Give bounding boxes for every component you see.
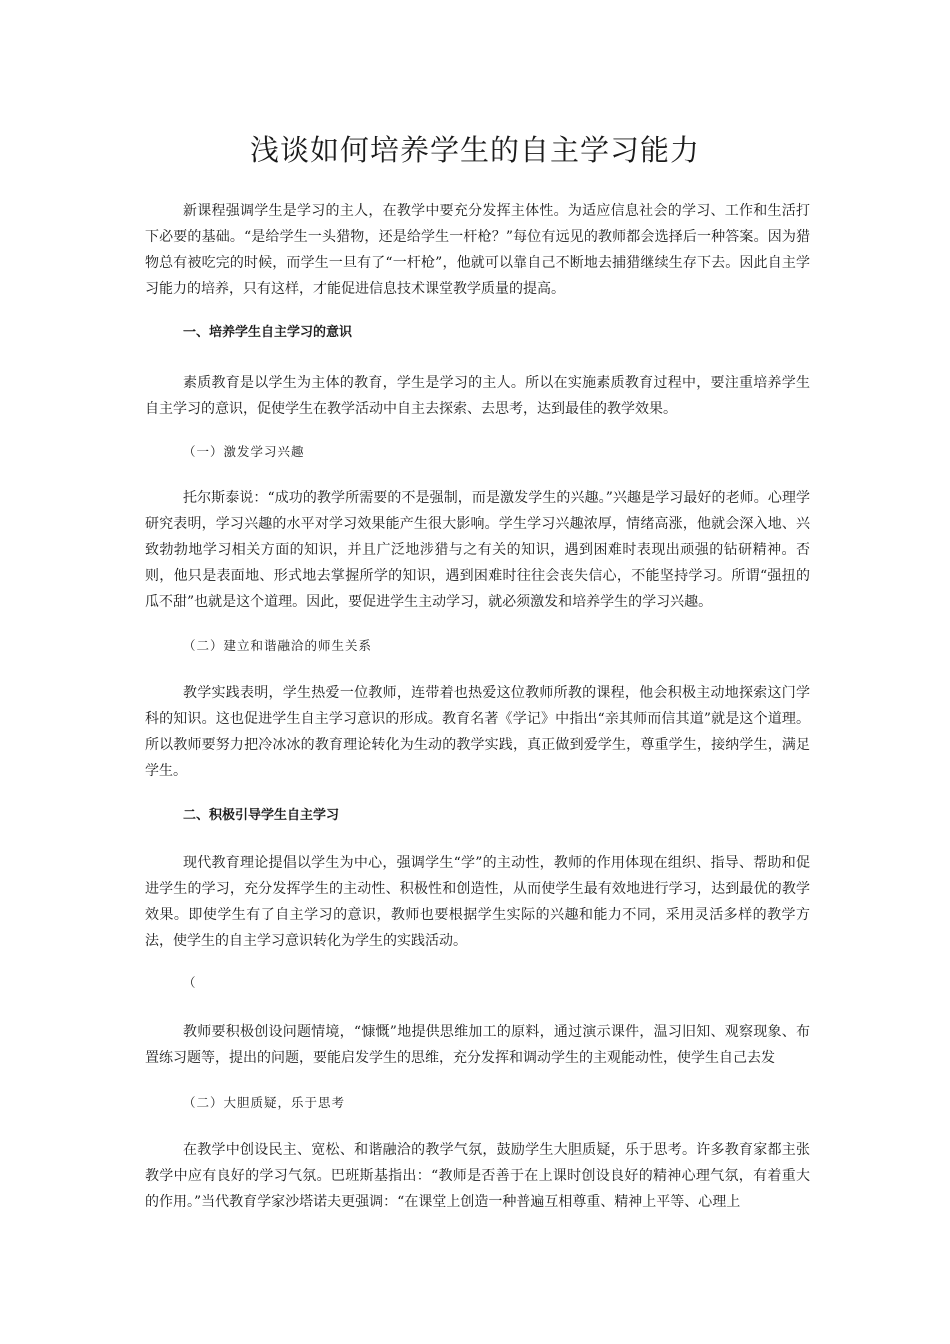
section-1-sub-1-heading: （一）激发学习兴趣 — [183, 444, 305, 459]
section-2-heading: 二、积极引导学生自主学习 — [183, 808, 340, 823]
intro-paragraph: 新课程强调学生是学习的主人，在教学中要充分发挥主体性。为适应信息社会的学习、工作和生活打下必要的基础。“是给学生一头猎物，还是给学生一杆枪？”每位有远见的教师都会选择后一种答案。因为猎物总有被吃完的时候，而学生一旦有了“一杆枪”，他就可以靠自己不断地去捕猎继续生存下去。因此自主学习能力的培养，只有这样，才能促进信息技术课堂教学质量的提高。 — [145, 203, 810, 297]
section-1-paragraph: 素质教育是以学生为主体的教育，学生是学习的主人。所以在实施素质教育过程中，要注重培养学生自主学习的意识，促使学生在教学活动中自主去探索、去思考，达到最佳的教学效果。 — [145, 375, 810, 417]
section-2-sub-2-paragraph: 在教学中创设民主、宽松、和谐融洽的教学气氛，鼓励学生大胆质疑，乐于思考。许多教育家都主张教学中应有良好的学习气氛。巴班斯基指出：“教师是否善于在上课时创设良好的精神心理气氛，有着重大的作用。”当代教育学家沙塔诺夫更强调：“在课堂上创造一种普遍互相尊重、精神上平等、心理上 — [145, 1142, 810, 1210]
section-2-paragraph: 现代教育理论提倡以学生为中心，强调学生“学”的主动性，教师的作用体现在组织、指导、帮助和促进学生的学习，充分发挥学生的主动性、积极性和创造性，从而使学生最有效地进行学习，达到最优的教学效果。即使学生有了自主学习的意识，教师也要根据学生实际的兴趣和能力不同，采用灵活多样的教学方法，使学生的自主学习意识转化为学生的实践活动。 — [145, 855, 810, 949]
section-2-sub-2-heading: （二）大胆质疑，乐于思考 — [183, 1095, 346, 1110]
section-1-sub-2-paragraph: 教学实践表明，学生热爱一位教师，连带着也热爱这位教师所教的课程，他会积极主动地探索这门学科的知识。这也促进学生自主学习意识的形成。教育名著《学记》中指出“亲其师而信其道”就是这个道理。所以教师要努力把冷冰冰的教育理论转化为生动的教学实践，真正做到爱学生，尊重学生，接纳学生，满足学生。 — [145, 685, 810, 779]
section-2-sub-1-heading: （ — [183, 975, 197, 990]
section-2-sub-1-paragraph: 教师要积极创设问题情境，“慷慨”地提供思维加工的原料，通过演示课件，温习旧知、观察现象、布置练习题等，提出的问题，要能启发学生的思维，充分发挥和调动学生的主观能动性，使学生自己去发 — [145, 1024, 810, 1066]
section-1-sub-2-heading: （二）建立和谐融洽的师生关系 — [183, 638, 373, 653]
document-title: 浅谈如何培养学生的自主学习能力 — [249, 133, 700, 167]
section-1-heading: 一、培养学生自主学习的意识 — [183, 325, 353, 340]
section-1-sub-1-paragraph: 托尔斯泰说：“成功的教学所需要的不是强制，而是激发学生的兴趣。”兴趣是学习最好的老师。心理学研究表明，学习兴趣的水平对学习效果能产生很大影响。学生学习兴趣浓厚，情绪高涨，他就会深入地、兴致勃勃地学习相关方面的知识，并且广泛地涉猎与之有关的知识，遇到困难时表现出顽强的钻研精神。否则，他只是表面地、形式地去掌握所学的知识，遇到困难时往往会丧失信心，不能坚持学习。所谓“强扭的瓜不甜”也就是这个道理。因此，要促进学生主动学习，就必须激发和培养学生的学习兴趣。 — [145, 490, 810, 610]
